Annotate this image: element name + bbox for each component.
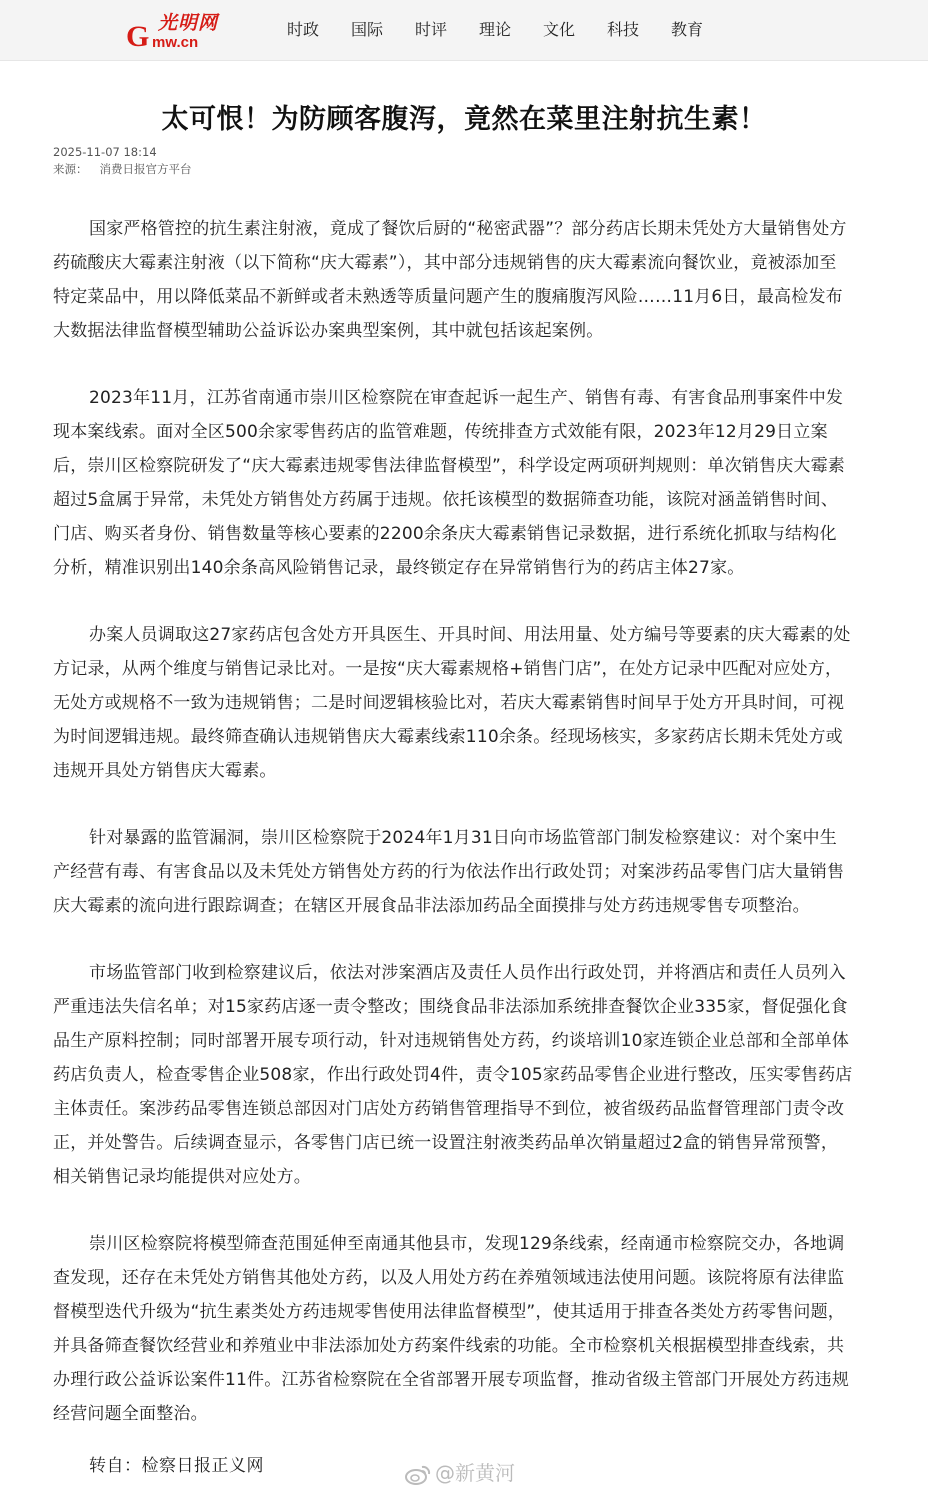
nav-item-politics[interactable]: 时政 xyxy=(287,20,320,39)
watermark xyxy=(405,1458,515,1488)
publish-datetime: 2025-11-07 18:14 xyxy=(53,145,157,159)
article-paragraph: 崇川区检察院将模型筛查范围延伸至南通其他县市，发现129条线索，经南通市检察院交办，各地调查发现，还存在未凭处方销售其他处方药，以及人用处方药在养殖领域违法使用问题。该院将原有法律监督模型迭代升级为“抗生素类处方药违规零售使用法律监督模型”，使其适用于排查各类处方药零售问题，并具备筛查餐饮经营业和养殖业中非法添加处方药案件线索的功能。全市检察机关根据模型排查线索，共办理行政公益诉讼案件11件。江苏省检察院在全省部署开展专项监督，推动省级主管部门开展处方药违规经营问题全面整治。 xyxy=(53,1234,850,1424)
nav-item-technology[interactable]: 科技 xyxy=(607,20,640,39)
source-name: 消费日报官方平台 xyxy=(99,162,192,176)
source-label: 来源： xyxy=(53,162,88,176)
article-paragraph: 国家严格管控的抗生素注射液，竟成了餐饮后厨的“秘密武器”？部分药店长期未凭处方大量销售处方药硫酸庆大霉素注射液（以下简称“庆大霉素”），其中部分违规销售的庆大霉素流向餐饮业，竟被添加至特定菜品中，用以降低菜品不新鲜或者未熟透等质量问题产生的腹痛腹泻风险……11月6日，最高检发布大数据法律监督模型辅助公益诉讼办案典型案例，其中就包括该起案例。 xyxy=(53,219,847,341)
article-title: 太可恨！为防顾客腹泻，竟然在菜里注射抗生素！ xyxy=(161,104,767,136)
article-paragraph: 针对暴露的监管漏洞，崇川区检察院于2024年1月31日向市场监管部门制发检察建议：对个案中生产经营有毒、有害食品以及未凭处方销售处方药的行为依法作出行政处罚；对案涉药品零售门店大量销售庆大霉素的流向进行跟踪调查；在辖区开展食品非法添加药品全面摸排与处方药违规零售专项整治。 xyxy=(53,828,845,916)
logo-brand-text: 光明网 xyxy=(158,12,219,34)
article-paragraph: 市场监管部门收到检察建议后，依法对涉案酒店及责任人员作出行政处罚，并将酒店和责任人员列入严重违法失信名单；对15家药店逐一责令整改；围绕食品非法添加系统排查餐饮企业335家，督促强化食品生产原料控制；同时部署开展专项行动，针对违规销售处方药，约谈培训10家连锁企业总部和全部单体药店负责人，检查零售企业508家，作出行政处罚4件，责令105家药品零售企业进行整改，压实零售药店主体责任。案涉药品零售连锁总部因对门店处方药销售管理指导不到位，被省级药品监督管理部门责令改正，并处警告。后续调查显示，各零售门店已统一设置注射液类药品单次销量超过2盒的销售异常预警，相关销售记录均能提供对应处方。 xyxy=(53,963,853,1187)
repost-attribution: 转自：检察日报正义网 xyxy=(89,1456,264,1476)
logo-domain: mw.cn xyxy=(152,34,199,51)
weibo-icon xyxy=(405,1464,431,1486)
nav-item-culture[interactable]: 文化 xyxy=(543,20,576,39)
article-paragraph: 2023年11月，江苏省南通市崇川区检察院在审查起诉一起生产、销售有毒、有害食品刑事案件中发现本案线索。面对全区500余家零售药店的监管难题，传统排查方式效能有限，2023年12月29日立案后，崇川区检察院研发了“庆大霉素违规零售法律监督模型”，科学设定两项研判规则：单次销售庆大霉素超过5盒属于异常，未凭处方销售处方药属于违规。依托该模型的数据筛查功能，该院对涵盖销售时间、门店、购买者身份、销售数量等核心要素的2200余条庆大霉素销售记录数据，进行系统化抓取与结构化分析，精准识别出140余条高风险销售记录，最终锁定存在异常销售行为的药店主体27家。 xyxy=(53,388,846,578)
article-source xyxy=(53,161,192,177)
logo-letter: G xyxy=(126,20,150,53)
site-logo[interactable] xyxy=(122,10,230,54)
article-paragraph: 办案人员调取这27家药店包含处方开具医生、开具时间、用法用量、处方编号等要素的庆大霉素的处方记录，从两个维度与销售记录比对。一是按“庆大霉素规格+销售门店”，在处方记录中匹配对应处方，无处方或规格不一致为违规销售；二是时间逻辑核验比对，若庆大霉素销售时间早于处方开具时间，可视为时间逻辑违规。最终筛查确认违规销售庆大霉素线索110余条。经现场核实，多家药店长期未凭处方或违规开具处方销售庆大霉素。 xyxy=(53,625,851,781)
nav-item-commentary[interactable]: 时评 xyxy=(415,20,448,39)
watermark-text: @新黄河 xyxy=(435,1461,515,1485)
nav-item-international[interactable]: 国际 xyxy=(351,20,384,39)
top-navigation-bar xyxy=(0,0,928,61)
nav-item-theory[interactable]: 理论 xyxy=(479,20,512,39)
article-body xyxy=(53,212,853,1464)
nav-item-education[interactable]: 教育 xyxy=(671,20,704,39)
